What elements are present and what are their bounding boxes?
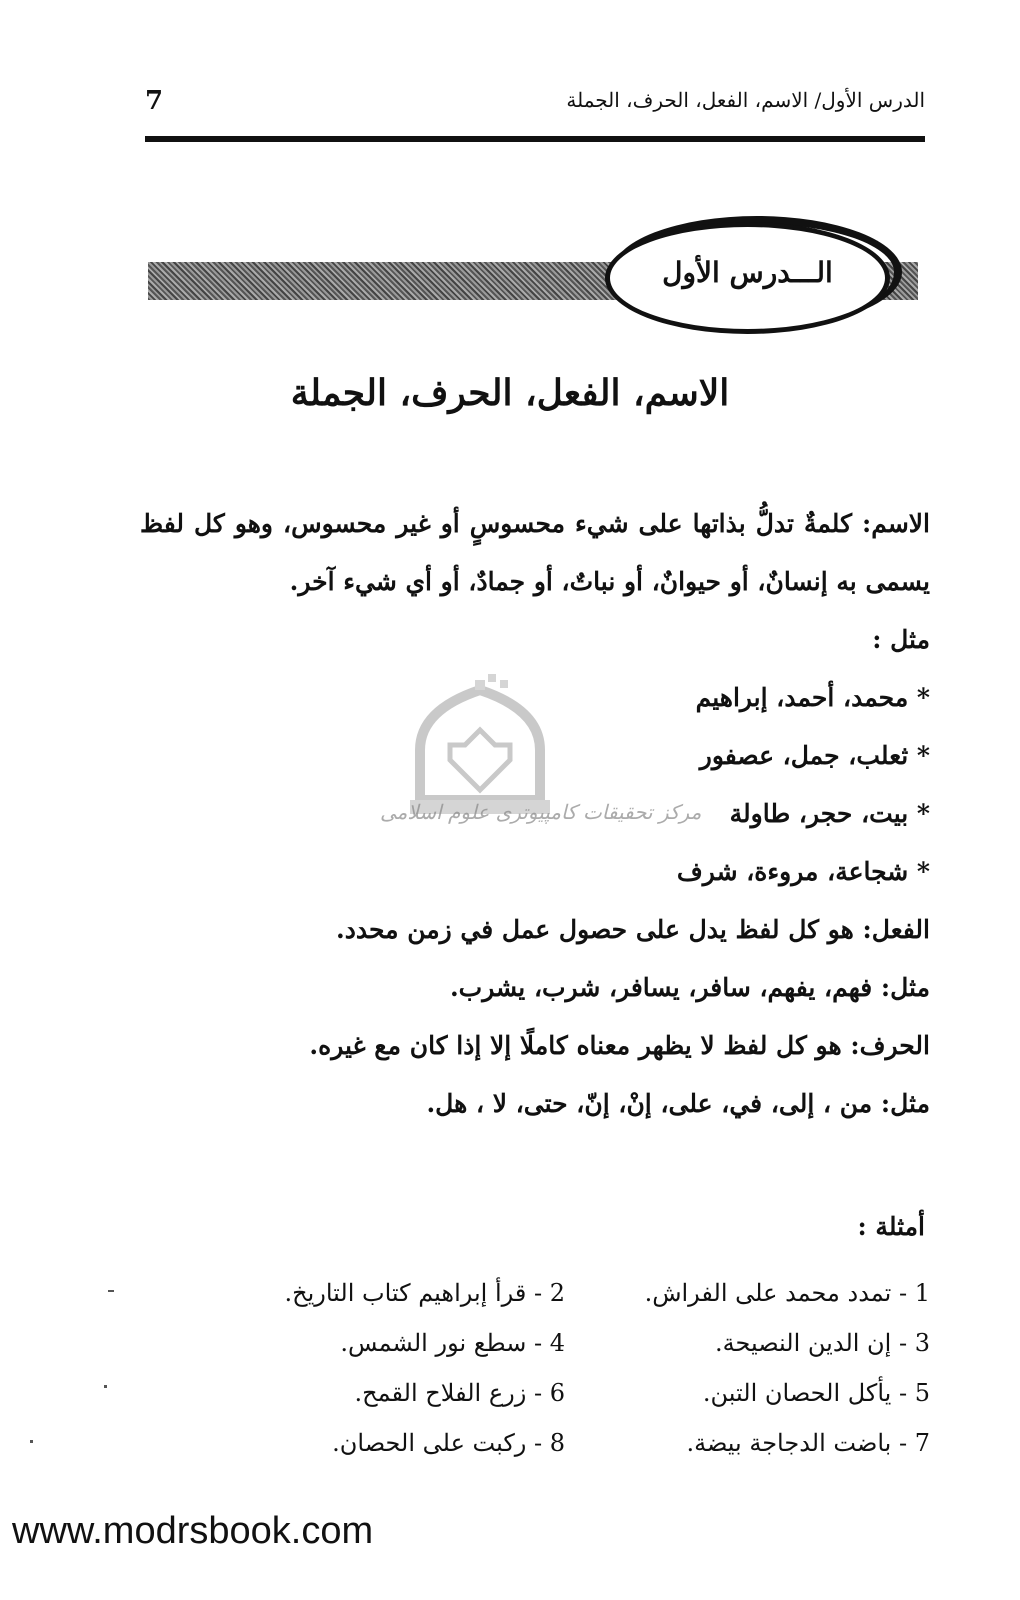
example-item: 3 - إن الدين النصيحة. [715,1329,930,1357]
watermark-text: مرکز تحقیقات کامپیوتری علوم اسلامی [380,800,702,824]
scan-speck [30,1440,33,1443]
example-label: مثل : [872,625,930,654]
particle-examples: مثل: من ، إلى، في، على، إنْ، إنّ، حتى، لا ، هل. [426,1089,930,1118]
bullet-item: * ثعلب، جمل، عصفور [699,741,930,770]
bullet-item: * شجاعة، مروءة، شرف [676,857,930,886]
examples-row [200,1268,930,1318]
examples-row [200,1368,930,1418]
example-item: 5 - يأكل الحصان التبن. [702,1379,930,1407]
bullet-item: * محمد، أحمد، إبراهيم [695,683,930,712]
examples-row [200,1418,930,1468]
particle-definition: الحرف: هو كل لفظ لا يظهر معناه كاملًا إلا إذا كان مع غيره. [309,1031,930,1060]
site-url: www.modrsbook.com [12,1510,374,1552]
examples-grid [200,1268,930,1468]
example-item: 7 - باضت الدجاجة بيضة. [686,1429,930,1457]
example-item: 6 - زرع الفلاح القمح. [354,1379,565,1407]
example-item: 4 - سطع نور الشمس. [340,1329,565,1357]
scan-speck [104,1385,107,1388]
header-rule [145,136,925,142]
examples-row [200,1318,930,1368]
page-number: 7 [145,86,164,116]
bullet-item: * بيت، حجر، طاولة [729,799,930,828]
page-header [145,78,925,128]
main-title: الاسم، الفعل، الحرف، الجملة [290,372,730,414]
example-item: 2 - قرأ إبراهيم كتاب التاريخ. [284,1279,565,1307]
running-head: الدرس الأول/ الاسم، الفعل، الحرف، الجملة [566,88,925,112]
examples-label: أمثلة : [857,1212,925,1241]
example-item: 8 - ركبت على الحصان. [332,1429,565,1457]
verb-examples: مثل: فهم، يفهم، سافر، يسافر، شرب، يشرب. [449,973,930,1002]
example-item: 1 - تمدد محمد على الفراش. [644,1279,930,1307]
scan-speck [108,1290,114,1292]
noun-definition: الاسم: كلمةٌ تدلُّ بذاتها على شيء محسوسٍ أو غير محسوس، وهو كل لفظ يسمى به إنسانٌ، أو حيوانٌ، أو نباتٌ، أو جمادٌ، أو أي شيء آخر. [140,509,930,596]
lesson-label: الـــدرس الأول [662,256,833,289]
verb-definition: الفعل: هو كل لفظ يدل على حصول عمل في زمن محدد. [336,915,930,944]
